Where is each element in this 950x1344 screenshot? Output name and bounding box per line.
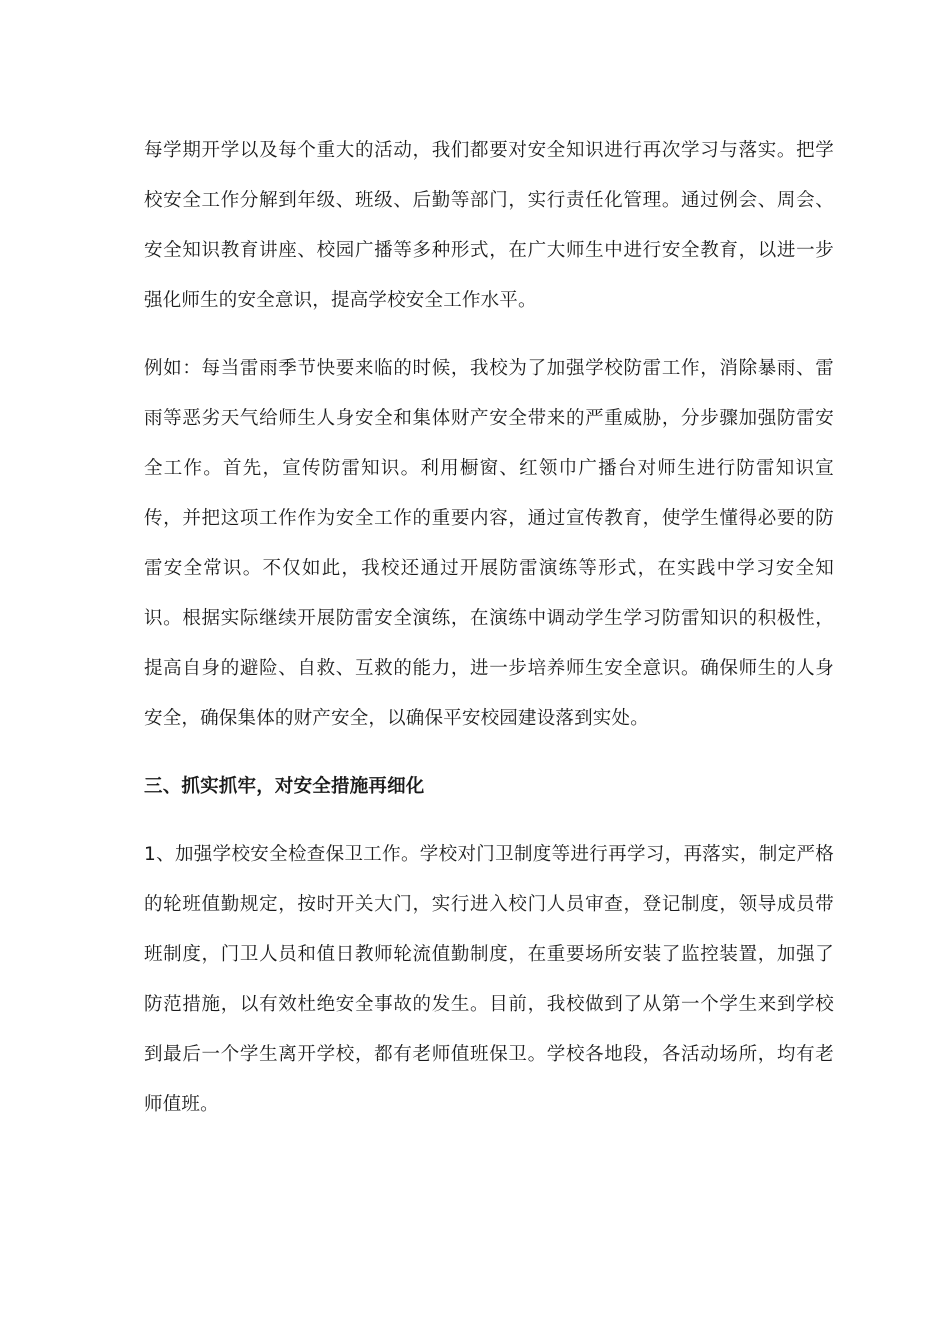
- section-heading: 三、抓实抓牢，对安全措施再细化: [144, 776, 425, 797]
- document-body: [144, 126, 834, 1130]
- paragraph-safety-education: 每学期开学以及每个重大的活动，我们都要对安全知识进行再次学习与落实。把学校安全工作分解到年级、班级、后勤等部门，实行责任化管理。通过例会、周会、安全知识教育讲座、校园广播等多种形式，在广大师生中进行安全教育，以进一步强化师生的安全意识，提高学校安全工作水平。: [144, 140, 834, 311]
- paragraph-lightning-protection: 例如：每当雷雨季节快要来临的时候，我校为了加强学校防雷工作，消除暴雨、雷雨等恶劣天气给师生人身安全和集体财产安全带来的严重威胁，分步骤加强防雷安全工作。首先，宣传防雷知识。利用橱窗、红领巾广播台对师生进行防雷知识宣传，并把这项工作作为安全工作的重要内容，通过宣传教育，使学生懂得必要的防雷安全常识。不仅如此，我校还通过开展防雷演练等形式，在实践中学习安全知识。根据实际继续开展防雷安全演练，在演练中调动学生学习防雷知识的积极性，提高自身的避险、自救、互救的能力，进一步培养师生安全意识。确保师生的人身安全，确保集体的财产安全，以确保平安校园建设落到实处。: [144, 358, 834, 729]
- paragraph-security-inspection: 1、加强学校安全检查保卫工作。学校对门卫制度等进行再学习，再落实，制定严格的轮班值勤规定，按时开关大门，实行进入校门人员审查，登记制度，领导成员带班制度，门卫人员和值日教师轮流值勤制度，在重要场所安装了监控装置，加强了防范措施，以有效杜绝安全事故的发生。目前，我校做到了从第一个学生来到学校到最后一个学生离开学校，都有老师值班保卫。学校各地段，各活动场所，均有老师值班。: [144, 844, 834, 1115]
